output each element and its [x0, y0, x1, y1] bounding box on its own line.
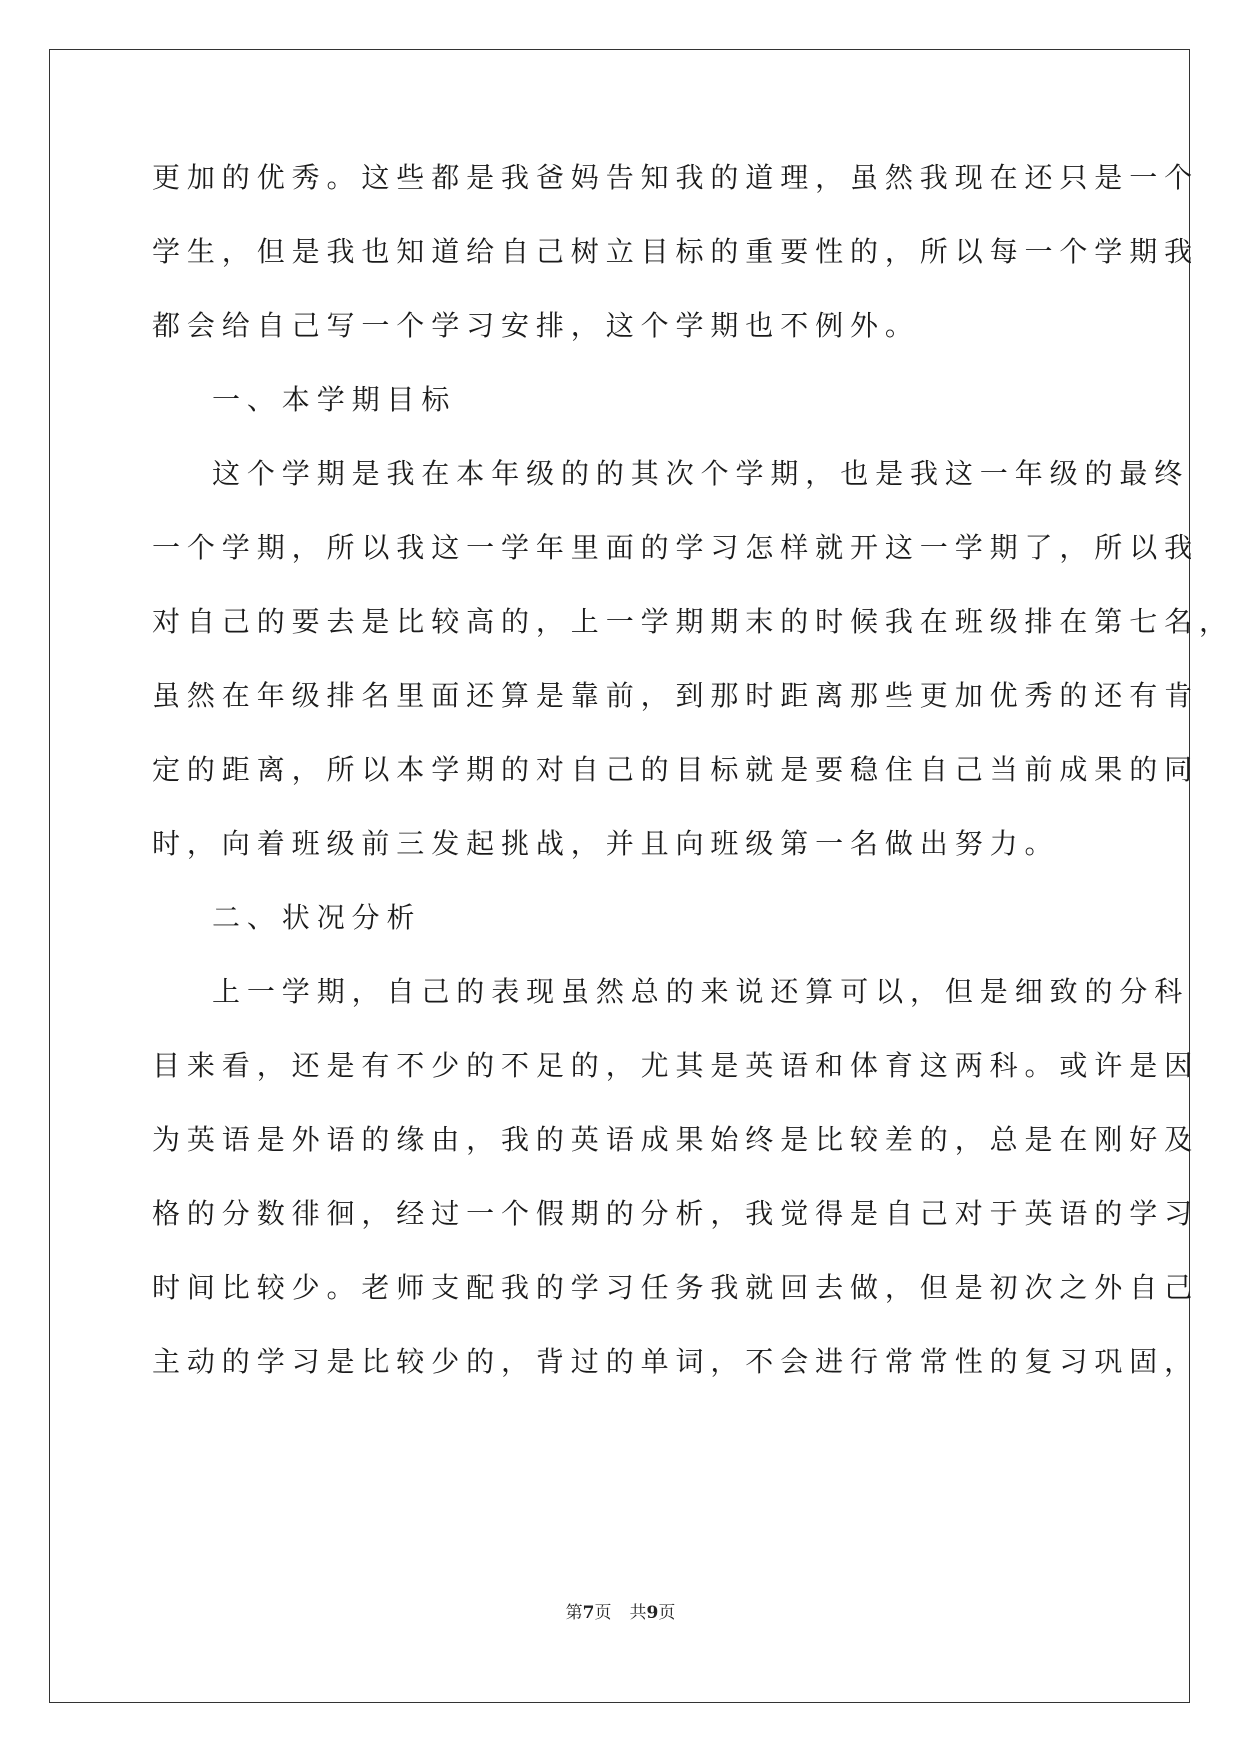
- text-line: 一个学期，所以我这一学年里面的学习怎样就开这一学期了，所以我: [152, 531, 1200, 564]
- text-line: 时，向着班级前三发起挑战，并且向班级第一名做出努力。: [152, 827, 1060, 860]
- text-line: 学生，但是我也知道给自己树立目标的重要性的，所以每一个学期我: [152, 235, 1200, 268]
- section-heading-goals: 一、本学期目标: [212, 383, 457, 416]
- page-suffix: 页: [594, 1603, 612, 1623]
- total-prefix: 共: [629, 1603, 647, 1623]
- text-line: 定的距离，所以本学期的对自己的目标就是要稳住自己当前成果的同: [152, 753, 1200, 786]
- text-line: 为英语是外语的缘由，我的英语成果始终是比较差的，总是在刚好及: [152, 1123, 1200, 1156]
- page-footer: [0, 1598, 1241, 1623]
- text-line: 目来看，还是有不少的不足的，尤其是英语和体育这两科。或许是因: [152, 1049, 1200, 1082]
- text-line: 对自己的要去是比较高的，上一学期期末的时候我在班级排在第七名，: [152, 605, 1234, 638]
- text-line: 主动的学习是比较少的，背过的单词，不会进行常常性的复习巩固，: [152, 1345, 1200, 1378]
- page-border: [49, 49, 1190, 1703]
- text-line: 虽然在年级排名里面还算是靠前，到那时距离那些更加优秀的还有肯: [152, 679, 1200, 712]
- total-suffix: 页: [658, 1603, 676, 1623]
- text-line: 格的分数徘徊，经过一个假期的分析，我觉得是自己对于英语的学习: [152, 1197, 1200, 1230]
- page-total: 9: [646, 1603, 659, 1623]
- page-prefix: 第: [565, 1603, 583, 1623]
- text-line: 时间比较少。老师支配我的学习任务我就回去做，但是初次之外自己: [152, 1271, 1200, 1304]
- text-line: 更加的优秀。这些都是我爸妈告知我的道理，虽然我现在还只是一个: [152, 161, 1200, 194]
- section-heading-analysis: 二、状况分析: [212, 901, 422, 934]
- text-line: 上一学期，自己的表现虽然总的来说还算可以，但是细致的分科: [212, 975, 1190, 1008]
- text-line: 这个学期是我在本年级的的其次个学期，也是我这一年级的最终: [212, 457, 1190, 490]
- page-current: 7: [582, 1603, 595, 1623]
- text-line: 都会给自己写一个学习安排，这个学期也不例外。: [152, 309, 920, 342]
